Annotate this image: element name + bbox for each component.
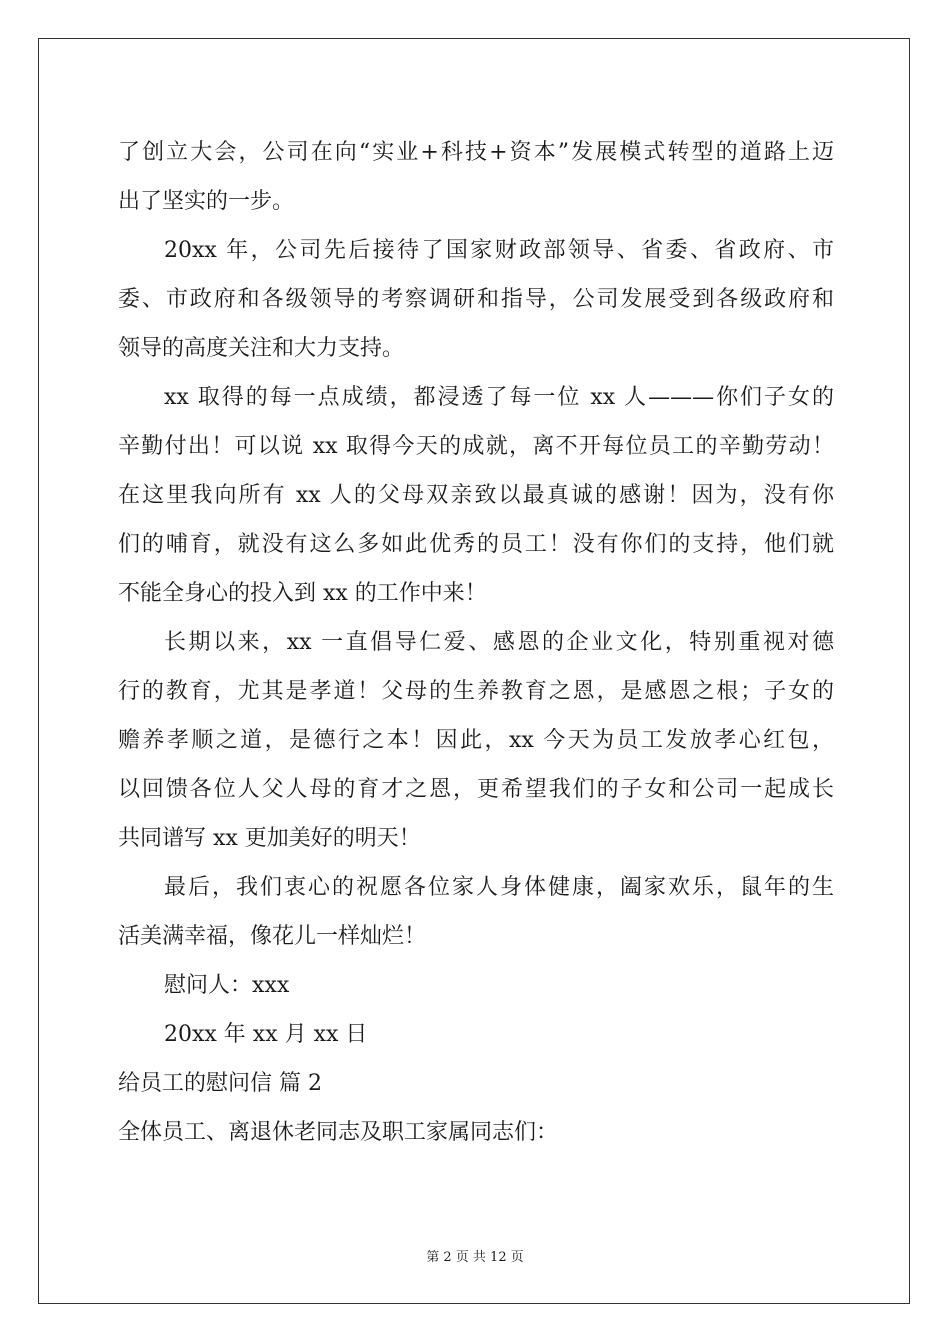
text-line: 辛勤付出！可以说 xx 取得今天的成就，离不开每位员工的辛勤劳动！ xyxy=(118,434,834,459)
text-line: 慰问人：xxx xyxy=(164,973,290,998)
document-body xyxy=(118,128,834,1157)
text-line: 活美满幸福，像花儿一样灿烂！ xyxy=(118,924,427,949)
text-line: 共同谱写 xx 更加美好的明天！ xyxy=(118,826,421,851)
page-footer: 第 2 页 共 12 页 xyxy=(426,1250,524,1265)
text-line: 在这里我向所有 xx 人的父母双亲致以最真诚的感谢！因为，没有你 xyxy=(118,483,834,508)
text-line: 领导的高度关注和大力支持。 xyxy=(118,336,405,361)
text-line: 给员工的慰问信 篇 2 xyxy=(118,1071,322,1096)
text-line: 以回馈各位人父人母的育才之恩，更希望我们的子女和公司一起成长 xyxy=(118,777,834,802)
text-line: 们的哺育，就没有这么多如此优秀的员工！没有你们的支持，他们就 xyxy=(118,532,834,557)
text-line: 出了坚实的一步。 xyxy=(118,189,295,214)
text-line: 20xx 年 xx 月 xx 日 xyxy=(164,1022,368,1047)
text-line: 长期以来，xx 一直倡导仁爱、感恩的企业文化，特别重视对德 xyxy=(164,630,834,655)
text-line: 赡养孝顺之道，是德行之本！因此，xx 今天为员工发放孝心红包， xyxy=(118,728,834,753)
text-line: 最后，我们衷心的祝愿各位家人身体健康，阖家欢乐，鼠年的生 xyxy=(164,875,834,900)
text-line: xx 取得的每一点成绩，都浸透了每一位 xx 人———你们子女的 xyxy=(164,385,834,410)
text-line: 全体员工、离退休老同志及职工家属同志们： xyxy=(118,1120,559,1145)
text-line: 20xx 年，公司先后接待了国家财政部领导、省委、省政府、市 xyxy=(164,238,834,263)
text-line: 了创立大会，公司在向“实业+科技+资本”发展模式转型的道路上迈 xyxy=(118,140,834,165)
text-line: 行的教育，尤其是孝道！父母的生养教育之恩，是感恩之根；子女的 xyxy=(118,679,834,704)
text-line: 不能全身心的投入到 xx 的工作中来！ xyxy=(118,581,487,606)
text-line: 委、市政府和各级领导的考察调研和指导，公司发展受到各级政府和 xyxy=(118,287,834,312)
